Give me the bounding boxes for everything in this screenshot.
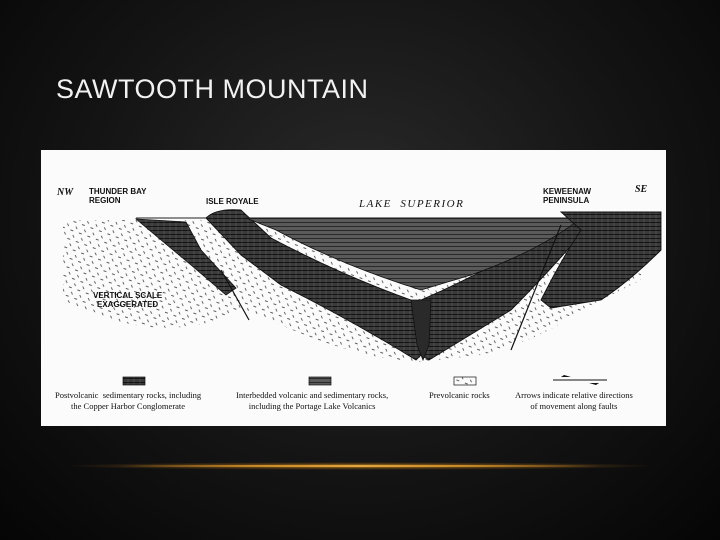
cross-section-figure	[41, 150, 666, 426]
label-nw: NW	[57, 187, 74, 198]
label-isle-royale: ISLE ROYALE	[206, 197, 259, 206]
prevolcanic-swatch	[454, 377, 476, 385]
label-vertical-scale: VERTICAL SCALE EXAGGERATED	[93, 291, 163, 309]
slide-title: SAWTOOTH MOUNTAIN	[56, 74, 369, 104]
legend-fault-arrows: Arrows indicate relative directions of movement along faults	[515, 390, 633, 411]
legend-prevolcanic: Prevolcanic rocks	[429, 390, 490, 400]
label-se: SE	[635, 184, 648, 195]
postvolcanic-swatch	[123, 377, 145, 385]
label-lake-superior: LAKE SUPERIOR	[359, 198, 465, 210]
fault-arrows-swatch	[553, 375, 607, 385]
decorative-glow-line	[120, 465, 600, 467]
interbedded-swatch	[309, 377, 331, 385]
label-thunder-bay: THUNDER BAY REGION	[89, 187, 147, 205]
label-keweenaw: KEWEENAW PENINSULA	[543, 187, 591, 205]
legend-postvolcanic: Postvolcanic sedimentary rocks, including the Copper Harbor Conglomerate	[55, 390, 202, 411]
legend-interbedded: Interbedded volcanic and sedimentary rocks, including the Portage Lake Volcanics	[236, 390, 389, 411]
